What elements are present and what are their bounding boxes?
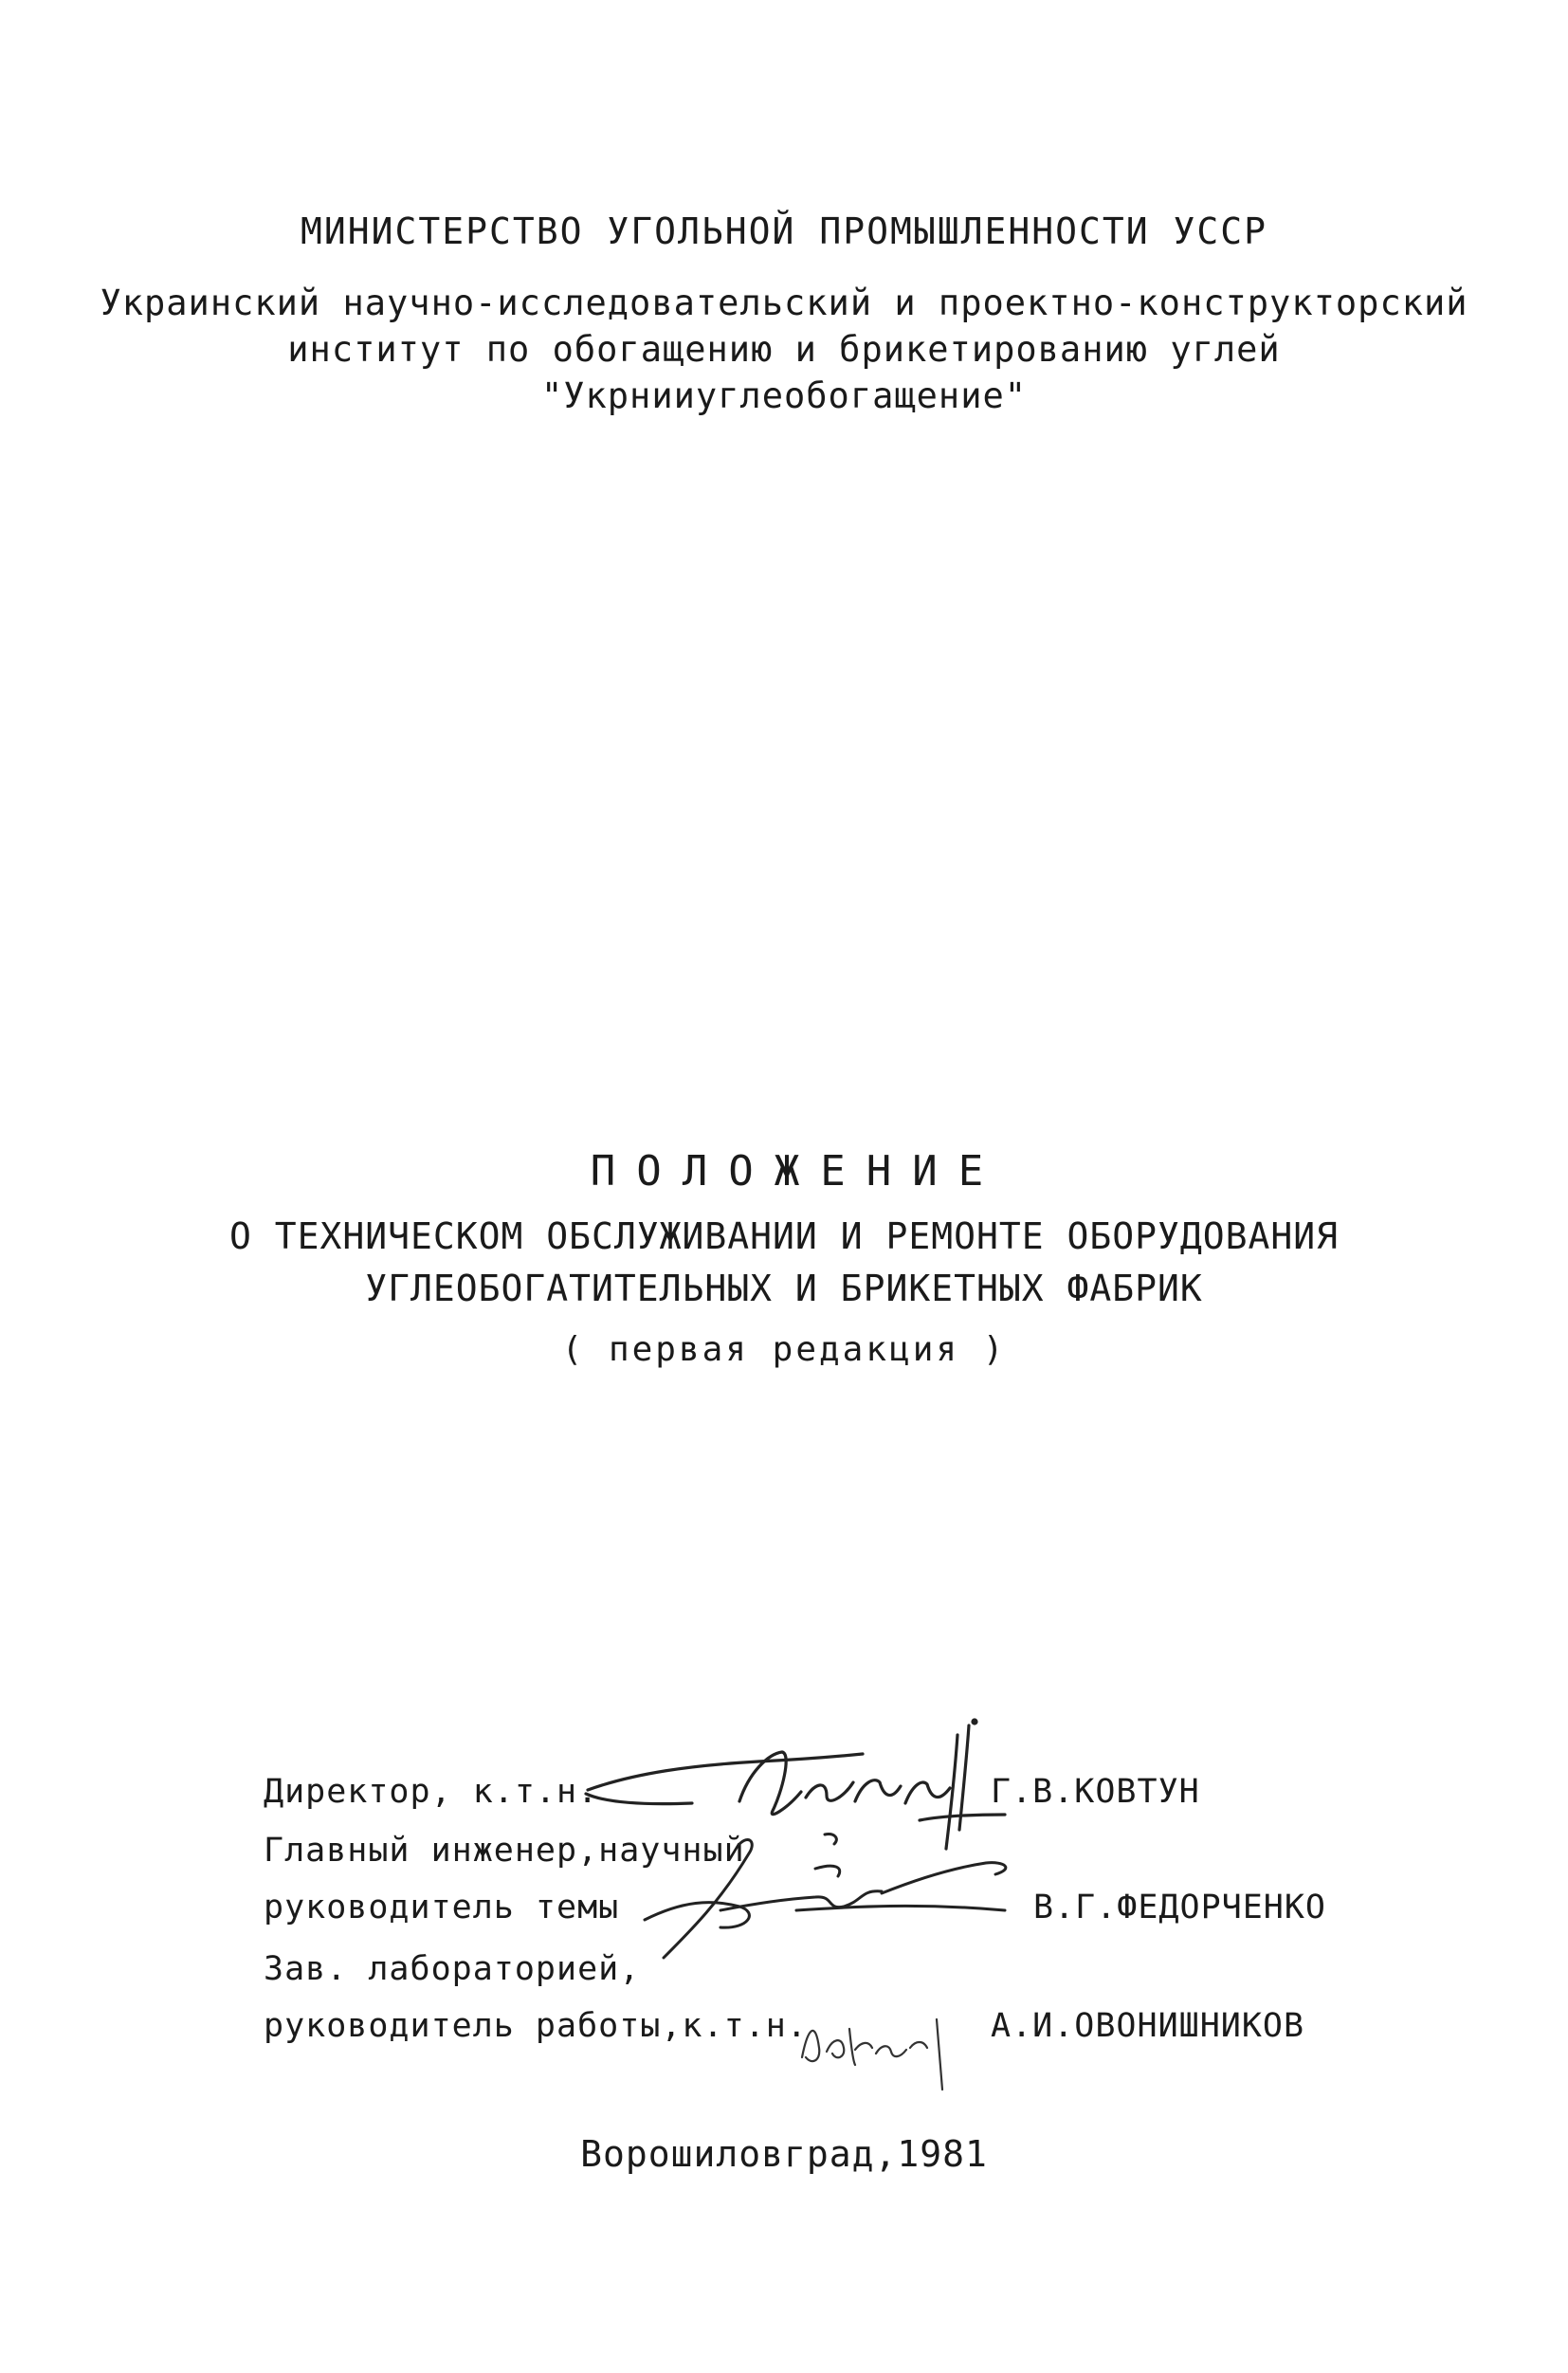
chief-engineer-name: В.Г.ФЕДОРЧЕНКО [1033, 1889, 1327, 1926]
edition-note: ( первая редакция ) [561, 1330, 1007, 1369]
ministry-heading: МИНИСТЕРСТВО УГОЛЬНОЙ ПРОМЫШЛЕННОСТИ УССР [301, 210, 1267, 252]
lab-head-role-line2: руководитель работы,к.т.н. [264, 2007, 808, 2045]
lab-head-name: А.И.ОВОНИШНИКОВ [991, 2007, 1305, 2045]
director-name: Г.В.КОВТУН [991, 1773, 1200, 1811]
place-and-year: Ворошиловград,1981 [580, 2133, 988, 2175]
document-title: ПОЛОЖЕНИЕ [590, 1147, 1005, 1196]
lab-head-signature [794, 1991, 994, 2095]
document-subject-line2: УГЛЕОБОГАТИТЕЛЬНЫХ И БРИКЕТНЫХ ФАБРИК [365, 1268, 1203, 1309]
chief-engineer-role-line1: Главный инженер,научный [264, 1832, 745, 1870]
institute-name-line1: Украинский научно-исследовательский и проектно-конструкторский [100, 283, 1468, 323]
lab-head-role-line1: Зав. лабораторией, [264, 1950, 641, 1988]
document-subject-line1: О ТЕХНИЧЕСКОМ ОБСЛУЖИВАНИИ И РЕМОНТЕ ОБОРУДОВАНИЯ [228, 1215, 1340, 1257]
chief-engineer-role-line2: руководитель темы [264, 1889, 620, 1926]
director-role: Директор, к.т.н. [264, 1773, 599, 1811]
chief-engineer-signature [607, 1816, 1062, 1967]
institute-name-line2: институт по обогащению и брикетированию углей [287, 329, 1281, 370]
institute-short-name: "Укрнииуглеобогащение" [540, 375, 1028, 416]
